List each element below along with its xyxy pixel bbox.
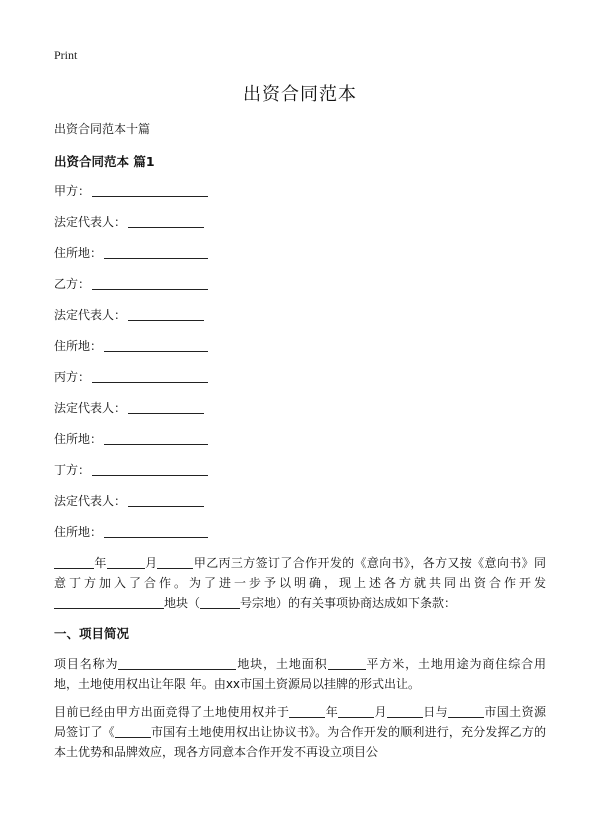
fill-in-blank bbox=[107, 555, 145, 569]
status-day: 日与 bbox=[422, 705, 449, 719]
project-paragraph bbox=[54, 654, 546, 694]
party-label: 丙方： bbox=[54, 370, 91, 384]
fill-in-blank bbox=[200, 595, 240, 609]
fill-in-blank bbox=[92, 182, 208, 197]
status-month: 月 bbox=[374, 705, 387, 719]
party-label: 法定代表人： bbox=[54, 308, 127, 322]
party-label: 法定代表人： bbox=[54, 401, 127, 415]
fill-in-blank bbox=[104, 337, 208, 352]
party-row bbox=[54, 306, 554, 337]
document-subtitle: 出资合同范本十篇 bbox=[54, 122, 151, 136]
party-row bbox=[54, 337, 554, 368]
party-row bbox=[54, 461, 554, 492]
party-label: 住所地： bbox=[54, 246, 103, 260]
fill-in-blank bbox=[92, 461, 208, 476]
party-label: 法定代表人： bbox=[54, 494, 127, 508]
fill-in-blank bbox=[54, 595, 164, 609]
project-text-1: 项目名称为 bbox=[54, 657, 119, 671]
fill-in-blank bbox=[328, 656, 366, 670]
project-text-3: 平方米，土地用途为商住综合用地，土地使用权出让年限 年。由xx市国土资源局以挂牌的形式出让。 bbox=[54, 657, 546, 691]
fill-in-blank bbox=[104, 430, 208, 445]
project-text-2: 地块，土地面积 bbox=[236, 657, 328, 671]
year-text: 年 bbox=[94, 556, 107, 570]
party-row bbox=[54, 492, 554, 523]
status-text-2: 市国土资源局签订了《 bbox=[54, 705, 546, 739]
status-text-3: 市国有土地使用权出让协议书》。为合作开发的顺利进行，充分发挥乙方的本土优势和品牌效应，现各方同意本合作开发不再设立项目公 bbox=[54, 725, 546, 759]
party-list bbox=[54, 182, 554, 554]
fill-in-blank bbox=[104, 523, 208, 538]
party-row bbox=[54, 213, 554, 244]
intro-text-3: 号宗地）的有关事项协商达成如下条款： bbox=[240, 596, 457, 610]
fill-in-blank bbox=[387, 704, 423, 718]
party-row bbox=[54, 368, 554, 399]
party-label: 甲方： bbox=[54, 184, 91, 198]
print-label: Print bbox=[54, 48, 78, 62]
fill-in-blank bbox=[128, 399, 204, 414]
section-heading: 出资合同范本 篇1 bbox=[54, 154, 155, 169]
party-row bbox=[54, 430, 554, 461]
status-year: 年 bbox=[325, 705, 339, 719]
fill-in-blank bbox=[289, 704, 325, 718]
party-label: 丁方： bbox=[54, 463, 91, 477]
document-title: 出资合同范本 bbox=[243, 84, 357, 105]
intro-paragraph bbox=[54, 553, 546, 613]
project-overview-heading: 一、项目简况 bbox=[54, 626, 130, 641]
fill-in-blank bbox=[448, 704, 484, 718]
party-row bbox=[54, 182, 554, 213]
fill-in-blank bbox=[54, 555, 94, 569]
fill-in-blank bbox=[338, 704, 374, 718]
fill-in-blank bbox=[92, 275, 208, 290]
status-text-1: 目前已经由甲方出面竞得了土地使用权并于 bbox=[54, 705, 290, 719]
party-label: 乙方： bbox=[54, 277, 91, 291]
month-text: 月 bbox=[144, 556, 158, 570]
party-row bbox=[54, 399, 554, 430]
fill-in-blank bbox=[128, 492, 204, 507]
fill-in-blank bbox=[157, 555, 193, 569]
party-label: 住所地： bbox=[54, 339, 103, 353]
party-row bbox=[54, 523, 554, 554]
party-row bbox=[54, 244, 554, 275]
fill-in-blank bbox=[118, 656, 236, 670]
fill-in-blank bbox=[104, 244, 208, 259]
intro-text-1: 甲乙丙三方签订了合作开发的《意向书》，各方又按《意向书》同意丁方加入了合作。为了进一步予以明确，现上述各方就共同出资合作开发 bbox=[54, 556, 546, 590]
party-label: 法定代表人： bbox=[54, 215, 127, 229]
fill-in-blank bbox=[128, 213, 204, 228]
status-paragraph bbox=[54, 702, 546, 762]
party-row bbox=[54, 275, 554, 306]
fill-in-blank bbox=[128, 306, 204, 321]
party-label: 住所地： bbox=[54, 525, 103, 539]
fill-in-blank bbox=[92, 368, 208, 383]
intro-text-2: 地块（ bbox=[164, 596, 201, 610]
party-label: 住所地： bbox=[54, 432, 103, 446]
fill-in-blank bbox=[115, 724, 151, 738]
